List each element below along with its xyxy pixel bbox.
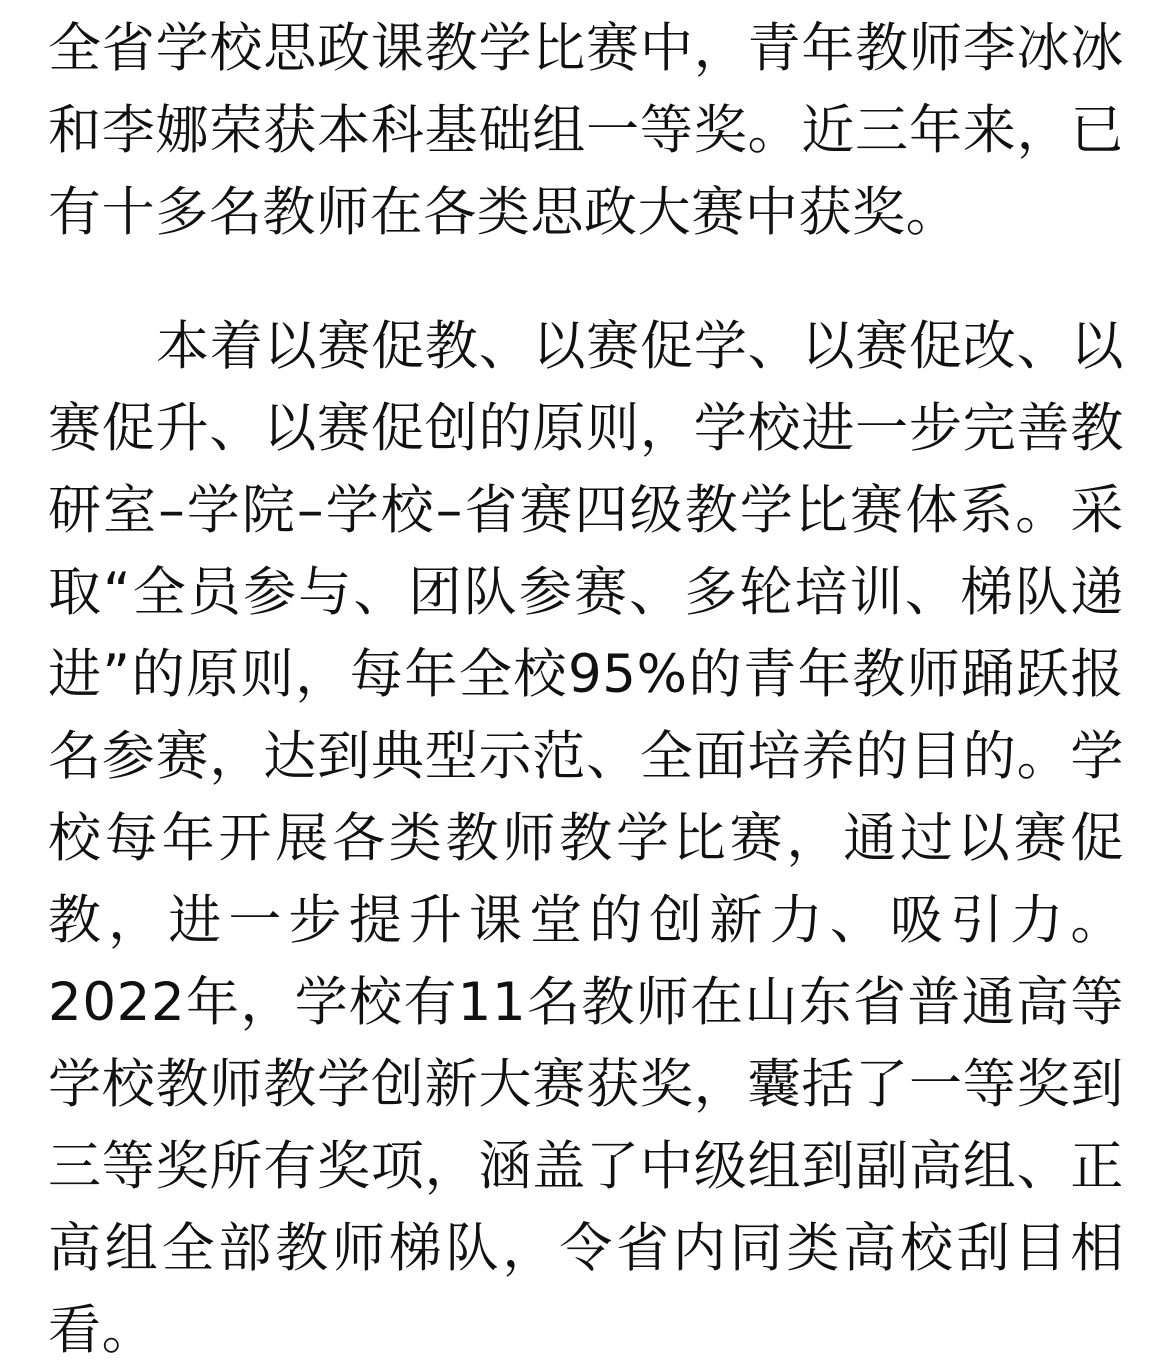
paragraph-spacer bbox=[48, 254, 1124, 306]
text-line: 全省学校思政课教学比赛中，青年教师李冰冰 bbox=[48, 18, 1124, 79]
text-line: 取“全员参与、团队参赛、多轮培训、梯队递 bbox=[48, 562, 1124, 623]
text-line: 和李娜荣获本科基础组一等奖。近三年来，已 bbox=[48, 100, 1124, 161]
text-line: 赛促升、以赛促创的原则，学校进一步完善教 bbox=[48, 398, 1124, 459]
text-line: 有十多名教师在各类思政大赛中获奖。 bbox=[48, 182, 960, 243]
text-line: 名参赛，达到典型示范、全面培养的目的。学 bbox=[48, 726, 1124, 787]
text-line: 2022年，学校有11名教师在山东省普通高等 bbox=[48, 972, 1124, 1033]
article-body bbox=[48, 8, 1124, 1372]
text-line: 高组全部教师梯队，令省内同类高校刮目相 bbox=[48, 1218, 1124, 1279]
text-line: 研室–学院–学校–省赛四级教学比赛体系。采 bbox=[48, 480, 1124, 541]
text-line: 三等奖所有奖项，涵盖了中级组到副高组、正 bbox=[48, 1136, 1124, 1197]
paragraph-1 bbox=[48, 8, 1124, 254]
text-line: 进”的原则，每年全校95%的青年教师踊跃报 bbox=[48, 644, 1124, 705]
text-line: 校每年开展各类教师教学比赛，通过以赛促 bbox=[48, 808, 1124, 869]
text-line-first-indented: 本着以赛促教、以赛促学、以赛促改、以 bbox=[156, 316, 1124, 377]
text-line: 学校教师教学创新大赛获奖，囊括了一等奖到 bbox=[48, 1054, 1124, 1115]
paragraph-2 bbox=[48, 306, 1124, 1372]
text-line: 看。 bbox=[48, 1300, 156, 1361]
text-line: 教，进一步提升课堂的创新力、吸引力。 bbox=[48, 890, 1124, 951]
